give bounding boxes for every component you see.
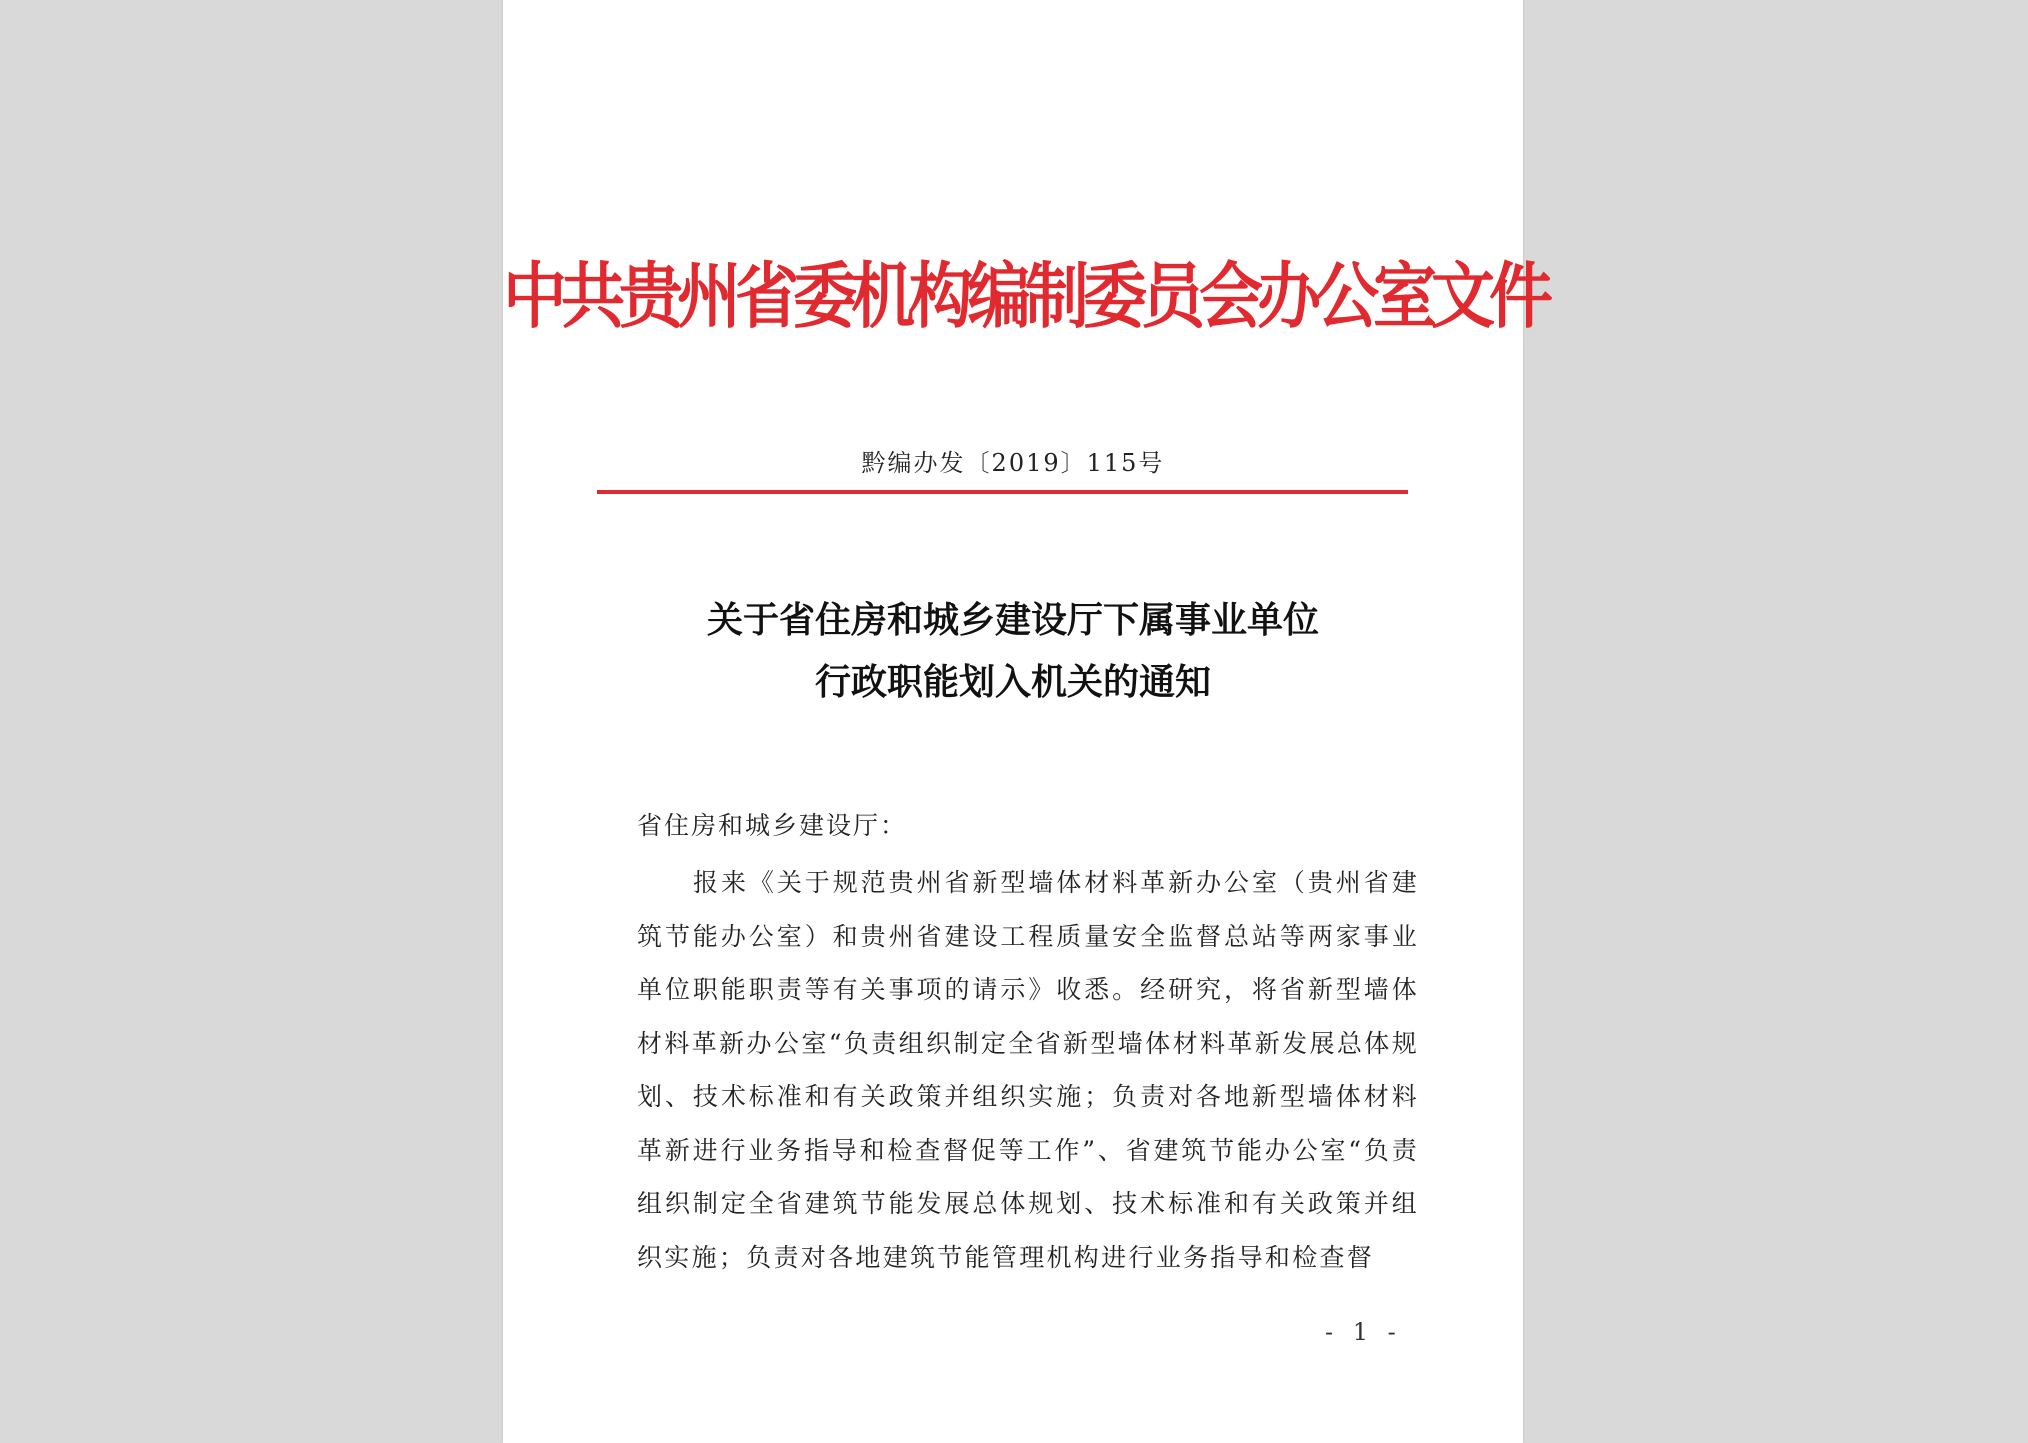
addressee: 省住房和城乡建设厅：	[637, 811, 908, 840]
issuing-authority-header: 中共贵州省委机构编制委员会办公室文件	[503, 255, 1547, 340]
subject-title-line-2: 行政职能划入机关的通知	[814, 661, 1211, 703]
page-number: - 1 -	[1325, 1318, 1402, 1346]
document-number: 黔编办发〔2019〕115号	[861, 449, 1165, 477]
document-page	[503, 0, 1547, 1443]
body-paragraph: 报来《关于规范贵州省新型墙体材料革新办公室（贵州省建筑节能办公室）和贵州省建设工程质量安全监督总站等两家事业单位职能职责等有关事项的请示》收悉。经研究，将省新型墙体材料革新办公室“负责组织制定全省新型墙体材料革新发展总体规划、技术标准和有关政策并组织实施；负责对各地新型墙体材料革新进行业务指导和检查督促等工作”、省建筑节能办公室“负责组织制定全省建筑节能发展总体规划、技术标准和有关政策并组织实施；负责对各地建筑节能管理机构进行业务指导和检查督	[637, 868, 1419, 1272]
header-divider	[597, 490, 1408, 494]
subject-title-line-1: 关于省住房和城乡建设厅下属事业单位	[706, 599, 1319, 641]
